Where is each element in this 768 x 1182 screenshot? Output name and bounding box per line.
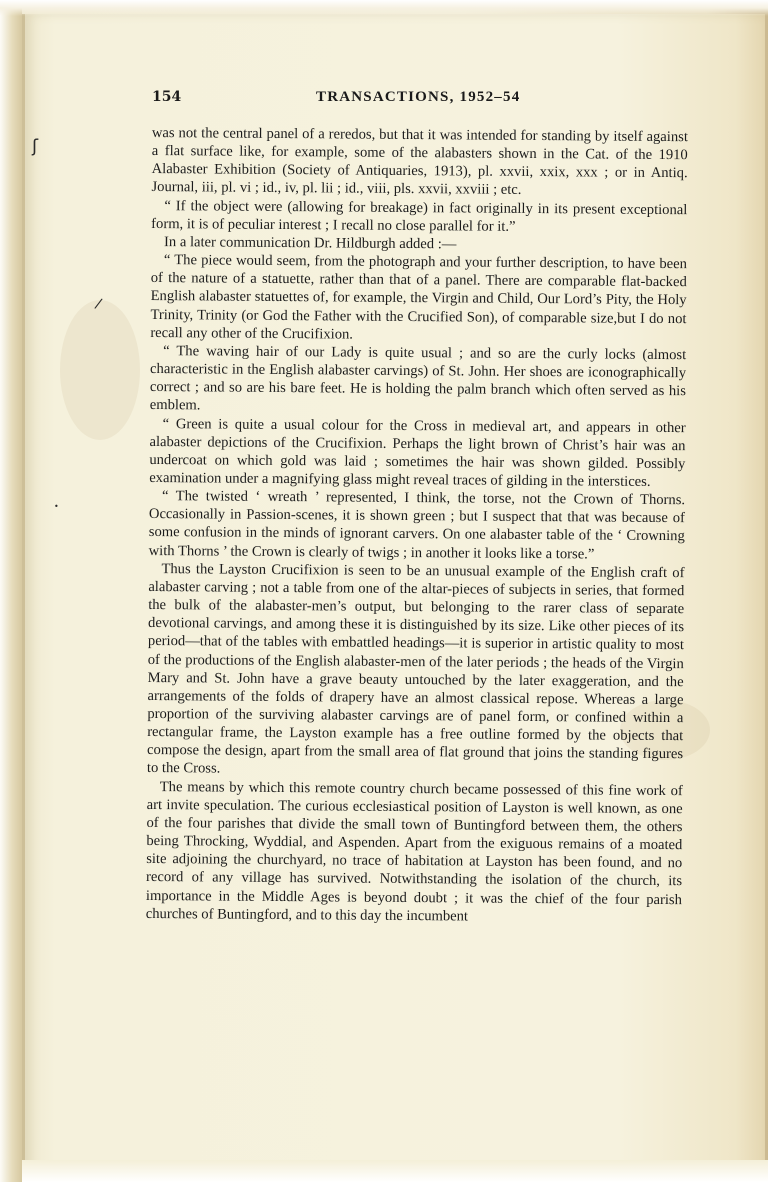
- paragraph: “ Green is quite a usual colour for the Cross in medieval art, and appears in other alabaster depictions of the Crucifixion. Perhaps the light brown of Christ’s hair was an undercoat on which gold was laid ; sometimes the hair was shown gilded. Possibly examination under a magnifying glass might reveal traces of gilding in the interstices.: [149, 415, 686, 490]
- top-edge: [0, 0, 768, 16]
- margin-pencil-mark: /: [93, 295, 104, 313]
- body-text: [146, 124, 688, 927]
- running-title: TRANSACTIONS, 1952–54: [316, 89, 521, 105]
- paragraph: In a later communication Dr. Hildburgh added :—: [164, 234, 457, 253]
- paragraph: “ The twisted ‘ wreath ’ represented, I think, the torse, not the Crown of Thorns. Occasionally in Passion-scenes, it is shown green ; but I suspect that that was because of some confusion in the minds of ignorant carvers. On one alabaster table of the ‘ Crowning with Thorns ’ the Crown is clearly of twigs ; in another it looks like a torse.”: [148, 488, 686, 563]
- paragraph: was not the central panel of a reredos, but that it was intended for standing by itself against a flat surface like, for example, some of the alabasters shown in the Cat. of the 1910 Alabaster Exhibition (Society of Antiquaries, 1913), pl. xxvii, xxix, xxx ; or in Antiq. Journal, iii, pl. vi ; id., iv, pl. lii ; id., viii, pls. xxvii, xxviii ; etc.: [151, 124, 688, 199]
- page-bottom-edge: [22, 1160, 768, 1182]
- paragraph: Thus the Layston Crucifixion is seen to be an unusual example of the English craft of alabaster carving ; not a table from one of the altar-pieces of subjects in series, that formed the bulk of the alabaster-men’s output, but belonging to the rarer class of separate devotional carvings, and among these it is distinguished by its size. Like other pieces of its period—that of the tables with embattled headings—it is superior in artistic quality to most of the productions of the English alabaster-men of the later periods ; the heads of the Virgin Mary and St. John have a grave beauty untouched by the later exaggeration, and the arrangements of the folds of drapery have an almost classical repose. Whereas a large proportion of the surviving alabaster carvings are of panel form, or confined within a rectangular frame, the Layston example has a free outline formed by the objects that compose the design, apart from the small area of flat ground that joins the standing figures to the Cross.: [146, 560, 685, 778]
- paragraph: “ The waving hair of our Lady is quite usual ; and so are the curly locks (almost characteristic in the English alabaster carvings) of St. John. Her shoes are iconographically correct ; and so are his bare feet. He is holding the palm branch which often served as his emblem.: [149, 342, 687, 414]
- margin-pencil-mark: ʃ: [32, 136, 39, 157]
- paragraph: “ The piece would seem, from the photograph and your further description, to have been of the nature of a statuette, rather than that of a panel. There are comparable flat-backed English alabaster statuettes of, for example, the Virgin and Child, Our Lord’s Pity, the Holy Trinity, Trinity (or God the Father with the Crucified Son), of comparable size,but I do not recall any other of the Crucifixion.: [150, 252, 687, 343]
- paragraph: “ If the object were (allowing for breakage) in fact originally in its present exceptional form, it is of peculiar interest ; I recall no close parallel for it.”: [151, 197, 688, 235]
- paragraph: The means by which this remote country church became possessed of this fine work of art invite speculation. The curious ecclesiastical position of Layston is well known, as one of the four parishes that divide the small town of Buntingford between them, the others being Throcking, Wyddial, and Aspenden. Apart from the exiguous remains of a moated site adjoining the churchyard, no trace of habitation at Layston has been found, and no record of any village has survived. Notwithstanding the isolation of the church, its importance in the Middle Ages is beyond doubt ; it was the chief of the four parish churches of Buntingford, and to this day the incumbent: [145, 778, 683, 925]
- margin-dot-mark: •: [54, 502, 59, 511]
- page-number: 154: [152, 89, 182, 105]
- page-stain: [60, 300, 140, 440]
- book-spine-edge: [0, 0, 22, 1182]
- page-header: [152, 89, 686, 113]
